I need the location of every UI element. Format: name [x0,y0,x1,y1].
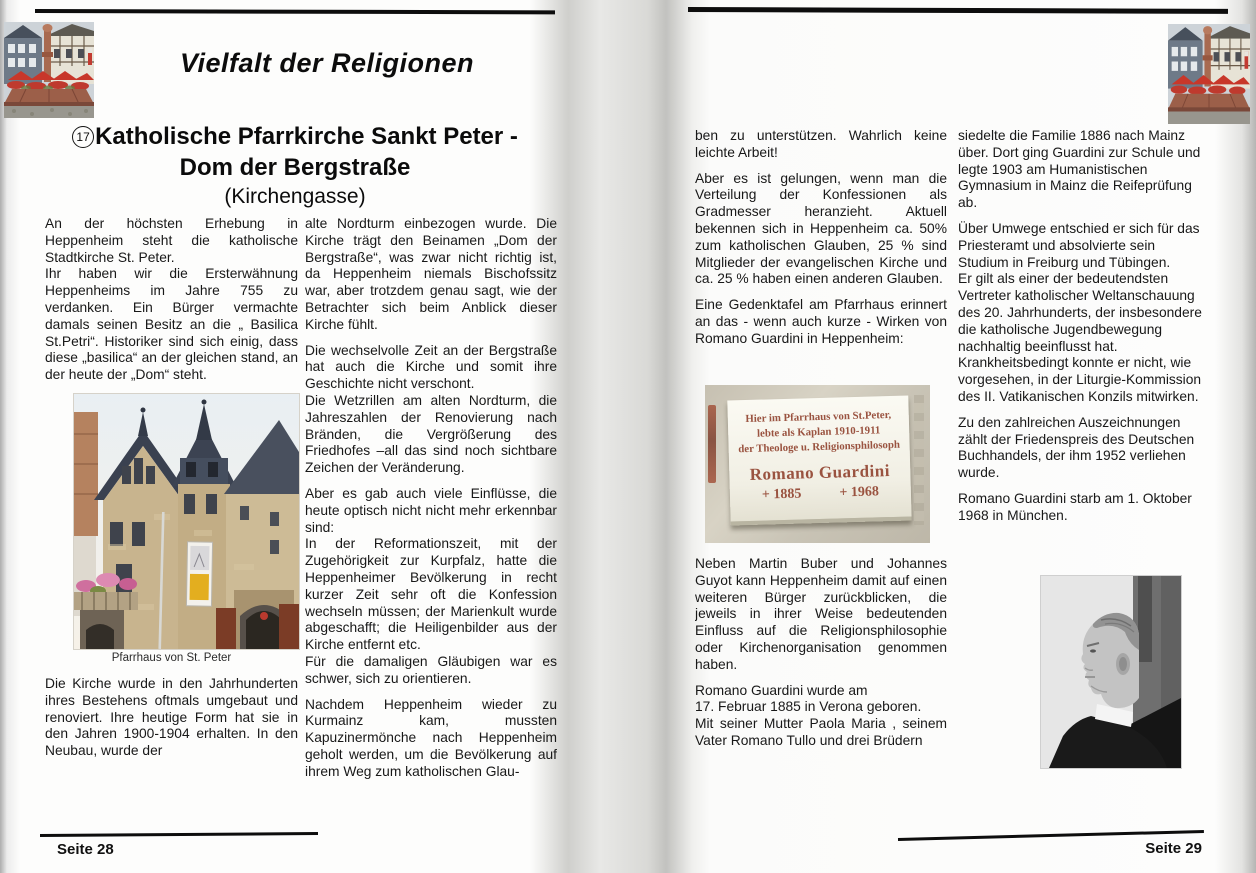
paragraph: 17. Februar 1885 in Verona geboren. [695,699,922,715]
left-page-column1-top [45,216,298,396]
marketplace-fountain-photo [4,22,94,118]
right-page-column1-top [695,128,947,381]
paragraph: Romano Guardini wurde am [695,682,868,698]
paragraph: Romano Guardini starb am 1. Oktober 1968 in München. [958,490,1192,523]
marketplace-fountain-photo [1168,24,1250,124]
top-divider-right-page [688,7,1228,14]
photo-caption: Pfarrhaus von St. Peter [111,652,232,664]
paragraph: Aber es ist gelungen, wenn man die Verteilung der Konfessionen als Gradmesser heranzieht. Aktuell bekennen sich in Heppenheim ca. 50% zum katholischen Glauben, 25 % sind Mitglieder der evangelischen Kirche und ca. 25 % haben einen anderen Glauben. [695,170,947,287]
paragraph: Nachdem Heppenheim wieder zu Kurmainz kam, mussten Kapuzinermönche nach Heppenheim geholt werden, um die Bevölkerung auf ihrem Weg zum katholischen Glau- [305,696,557,779]
plaque-name: Romano Guardini [749,461,891,484]
page-number-left: Seite 28 [57,841,114,858]
bottom-divider-left-page [40,832,318,837]
paragraph: Über Umwege entschied er sich für das Priesteramt und absolvierte sein Studium in Freiburg und Tübingen. [958,220,1200,270]
paragraph: Ihr haben wir die Ersterwähnung Heppenheims im Jahre 755 zu verdanken. Ein Bürger vermachte damals seinen Besitz an die „ Basilica St.Petri“. Historiker sind sich einig, dass diese „basilica“ an der gleichen stand, an der heute der „Dom“ steht. [45,266,298,383]
plaque-death-year: + 1968 [839,484,880,501]
paragraph: Für die damaligen Gläubigen war es schwer, sich zu orientieren. [305,653,557,686]
paragraph: Eine Gedenktafel am Pfarrhaus erinnert an das - wenn auch kurze - Wirken von Romano Guardini in Heppenheim: [695,297,947,346]
paragraph: Aber es gab auch viele Einflüsse, die heute optisch nicht nicht mehr erkennbar sind: [305,485,557,535]
memorial-plaque-photo [705,385,930,543]
paragraph: Mit seiner Mutter Paola Maria , seinem Vater Romano Tullo und drei Brüdern [695,716,947,748]
heading-line1: Katholische Pfarrkirche Sankt Peter - [95,123,518,150]
paragraph: An der höchsten Erhebung in Heppenheim steht die katholische Stadtkirche St. Peter. [45,216,298,265]
plaque-line: der Theologe u. Religionsphilosoph [738,438,901,456]
paragraph: Die Kirche wurde in den Jahrhunderten ihres Bestehens oftmals umgebaut und renoviert. Ihre heutige Form hat sie in den Jahren 1900-1904 erhalten. In den Neubau, wurde der [45,676,298,759]
heading-line3: (Kirchengasse) [224,185,366,208]
left-page-column1-bottom [45,676,298,790]
article-number-badge: 17 [72,126,94,148]
parsonage-photo [73,393,300,650]
memorial-plaque [727,395,911,525]
heading-line2: Dom der Bergstraße [179,154,411,181]
paragraph: Neben Martin Buber und Johannes Guyot kann Heppenheim damit auf einen weiteren Bürger zurückblicken, die jeweils in ihrer Weise bedeutenden Einfluss auf die Religionsphilosophie oder Kirchenorganisation genommen haben. [695,556,947,672]
article-heading [35,121,555,211]
paragraph: siedelte die Familie 1886 nach Mainz über. Dort ging Guardini zur Schule und legte 1903 am Humanistischen Gymnasium in Mainz die Reifeprüfung ab. [958,128,1201,211]
paragraph: In der Reformationszeit, mit der Zugehörigkeit zur Kurpfalz, hatte die Heppenheimer Bevölkerung in recht kurzer Zeit sehr oft die Konfession wechseln müssen; der Marienkult wurde abgeschafft; die Heiligenbilder aus der Kirche entfernt etc. [305,536,557,653]
paragraph: Die Wetzrillen am alten Nordturm, die Jahreszahlen der Renovierung nach Bränden, die Vergrößerung des Friedhofes –all das sind noch sichtbare Zeichen der Veränderung. [305,392,557,476]
guardini-portrait-photo [1040,575,1182,769]
paragraph: ben zu unterstützen. Wahrlich keine leichte Arbeit! [695,128,947,160]
paragraph: alte Nordturm einbezogen wurde. Die Kirche trägt den Beinamen „Dom der Bergstraße“, was zwar nicht richtig ist, da Heppenheim niemals Bischofssitz war, aber trotzdem genau sagt, wie der Betrachter sich beim Anblick dieser Kirche fühlt. [305,216,557,332]
page-title: Vielfalt der Religionen [179,48,475,78]
paragraph: Die wechselvolle Zeit an der Bergstraße hat auch die Kirche und somit ihre Geschichte nicht verschont. [305,342,557,392]
page-number-right: Seite 29 [1145,840,1202,857]
top-divider-left-page [35,9,555,14]
paragraph: Zu den zahlreichen Auszeichnungen zählt der Friedenspreis des Deutschen Buchhandels, der ihm 1952 verliehen wurde. [958,414,1195,481]
paragraph: Er gilt als einer der bedeutendsten Vertreter katholischer Weltanschauung des 20. Jahrhunderts, der insbesondere die katholische Jugendbewegung nachhaltig beeinflusst hat. [958,271,1202,354]
right-page-column1-bottom [695,556,947,770]
left-page-column2 [305,216,557,804]
right-page-column2 [958,128,1208,573]
plaque-birth-year: + 1885 [761,486,802,503]
plaque-line: lebte als Kaplan 1910-1911 [756,424,881,440]
plaque-line: Hier im Pfarrhaus von St.Peter, [745,408,892,426]
paragraph: Krankheitsbedingt konnte er nicht, wie vorgesehen, in der Liturgie-Kommission des II. Vatikanischen Konzils mitwirken. [958,355,1202,404]
